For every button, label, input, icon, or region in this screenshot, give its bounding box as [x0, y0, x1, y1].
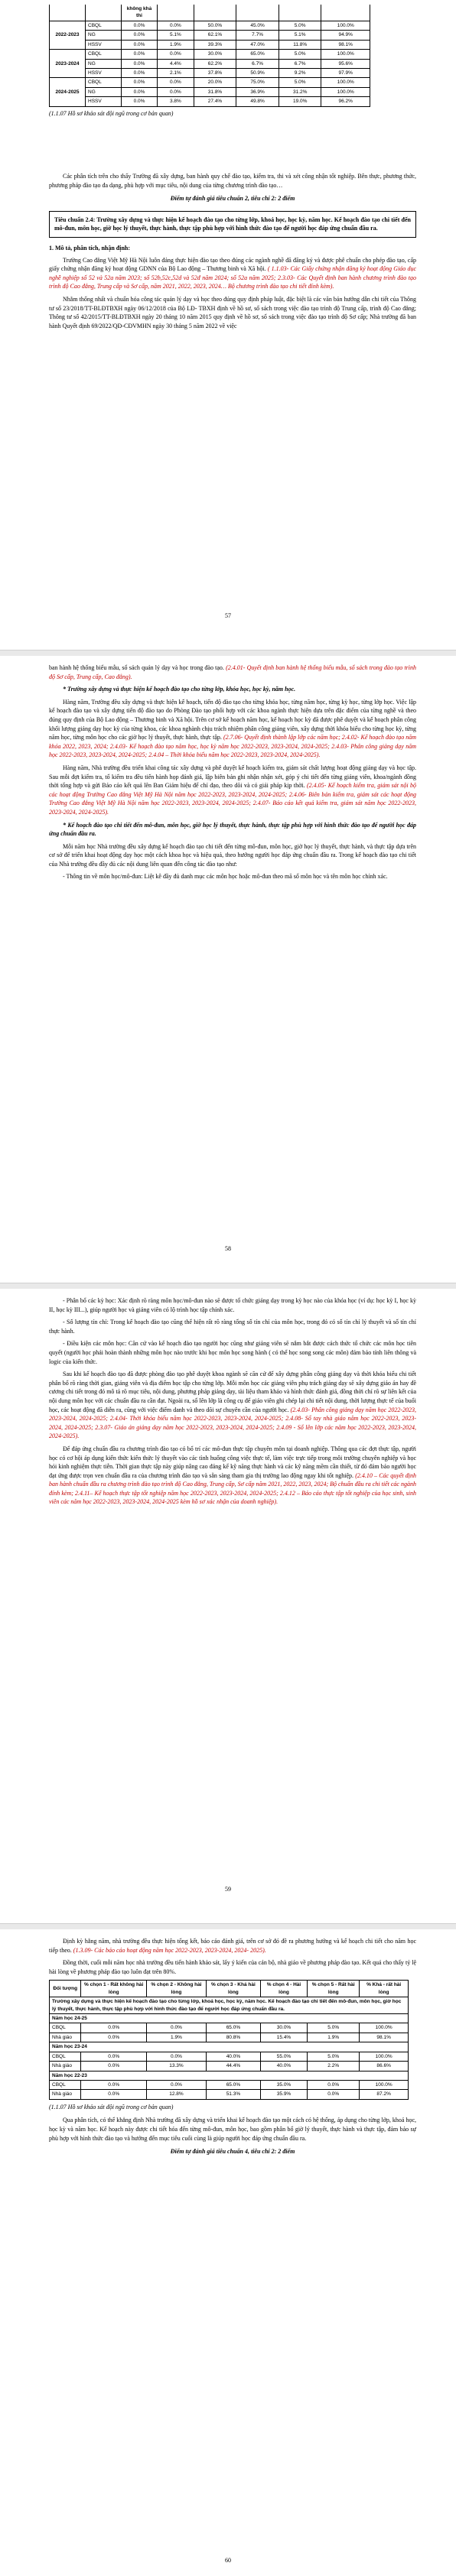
- p57-para2: Trường Cao đẳng Việt Mỹ Hà Nội luôn đảng thực hiện đào tạo theo đúng các ngành nghề đã đăng ký và được phê chuẩn cho phép đào tạo, cấp giấy chứng nhận đăng ký hoạt động GDNN của Bộ Lao động – Thương binh và Xã hội. ( 1.1.03- Các Giấy chứng nhận đăng ký hoạt động Giáo dục nghề nghiệp số 52 và 52a năm 2023; số 52b,52c,52d và 52đ năm 2024; số 52a năm 2025; 2.3.03- Các Quyết định ban hành chương trình đào tạo trình độ Cao đẳng, Trung cấp và Sơ cấp, năm 2021, 2022, 2023, 2024… Bộ chương trình đào tạo chi tiết đính kèm).: [49, 256, 417, 290]
- page-58: [0, 656, 456, 1283]
- value-cell: 7.7%: [236, 31, 279, 40]
- value-cell: 55.0%: [260, 2052, 307, 2061]
- p58-para4: Mỗi năm học Nhà trường đều xây dựng kế hoạch đào tạo chi tiết đến từng mô-đun, môn học, giờ học lý thuyết, thực hành, và thực tập dựa trên cơ sở để triển khai hoạt động dạy học một cách khoa học và hiệu quả, theo hướng người học đáp ứng chuẩn đầu ra. Trong kế hoạch đào tạo chi tiết của Nhà trường đều đầy đủ các nội dung liên quan đến công tác đào tạo như:: [49, 842, 416, 868]
- value-cell: 5.1%: [278, 31, 321, 40]
- value-cell: 0.0%: [122, 59, 158, 68]
- value-cell: 0.0%: [146, 2081, 206, 2090]
- table-row: [50, 2081, 409, 2090]
- respondent-cell: NG: [86, 31, 122, 40]
- value-cell: 20.0%: [194, 78, 236, 87]
- p60-caption: (1.1.07 Hồ sơ khảo sát đội ngũ trong cơ bản quan): [49, 2103, 174, 2110]
- survey-table-top: [49, 5, 370, 107]
- year-cell: 2022-2023: [50, 21, 86, 49]
- table-row: [50, 68, 370, 77]
- p60-para3: Qua phân tích, có thể khẳng định Nhà trường đã xây dựng và triển khai kế hoạch đào tạo một cách có hệ thống, áp dụng cho từng lớp, khoá học, học kỳ và năm học. Kế hoạch này được chi tiết hóa đến từng mô-đun, môn học, bao gồm phân bổ giờ lý thuyết, thực hành và thực tập, đảm bảo sự phù hợp với hình thức đào tạo và hướng đến mục tiêu cuối cùng là giúp người học đáp ứng chuẩn đầu ra.: [49, 2117, 416, 2142]
- value-cell: 0.0%: [308, 2081, 360, 2090]
- value-cell: 100.0%: [321, 87, 370, 96]
- value-cell: 30.0%: [194, 50, 236, 59]
- respondent-cell: CBQL: [50, 2052, 81, 2061]
- value-cell: 40.0%: [206, 2052, 260, 2061]
- table-header-cell: Đối tượng: [50, 1981, 81, 1997]
- table-row: [50, 31, 370, 40]
- year-label: Năm học 24-25: [50, 2014, 409, 2023]
- value-cell: 95.6%: [321, 59, 370, 68]
- value-cell: 80.8%: [206, 2033, 260, 2042]
- value-cell: 35.0%: [260, 2081, 307, 2090]
- value-cell: 0.0%: [122, 68, 158, 77]
- value-cell: 50.9%: [236, 68, 279, 77]
- p57-para3: Nhằm thống nhất và chuẩn hóa công tác quản lý dạy và học theo đúng quy định pháp luật, đặc biệt là các văn bản hướng dẫn chi tiết của Thông tư số 23/2018/TT-BLĐTBXH ngày 06/12/2018 của Bộ LĐ- TBXH định về hồ sơ, sổ sách trong việc đào tạo trình độ Trung cấp, trình độ Cao đẳng; Thông tư số 42/2015/TT-BLĐTBXH ngày 20 tháng 10 năm 2015 quy định về hồ sơ, sổ sách trong việc đào tạo trình độ Sơ cấp; Nhà trường đã ban hành Quyết định 69/2022/QĐ-CĐVMHN ngày 30 tháng 5 năm 2022 về việc: [49, 295, 416, 329]
- year-cell: 2024-2025: [50, 78, 86, 106]
- respondent-cell: Nhà giáo: [50, 2090, 81, 2099]
- table-row: [50, 2062, 409, 2071]
- respondent-cell: CBQL: [86, 21, 122, 30]
- value-cell: 0.0%: [158, 50, 194, 59]
- p58-bullet1: * Trường xây dựng và thực hiện kế hoạch đào tạo cho từng lớp, khóa học, học kỳ, năm học.: [63, 686, 296, 693]
- value-cell: 0.0%: [122, 50, 158, 59]
- value-cell: 65.0%: [206, 2081, 260, 2090]
- respondent-cell: HSSV: [86, 97, 122, 106]
- value-cell: 9.2%: [278, 68, 321, 77]
- p59-para5: Để đáp ứng chuẩn đầu ra chương trình đào tạo có bổ trí các mô-đun thực tập chuyên môn tại doanh nghiệp. Thông qua các đợt thực tập, người học có cơ hội áp dụng kiến thức kiến thức lý thuyết vào các tình huống công việc thực tế, làm việc trực tiếp trong môi trường chuyên nghiệp và học hỏi kinh nghiệm thực tiễn. Thời gian thực tập này giúp nâng cao đáng kể kỹ năng thực hành và các kỹ năng mềm cần thiết, từ đó đảm bảo người học đạt ứng được trọn ven chuẩn đầu ra của chương trình đào tạo và sẵn sàng tham gia thị trường lao động ngay khi tốt nghiệp. (2.4.10 – Các quyết định ban hành chuẩn đầu ra chương trình đào tạo trình độ Cao đẳng, Trung cấp, Sơ cấp năm 2021, 2022, 2023, 2024; Bộ chuẩn đầu ra chi tiết các ngành đính kèm; 2.4.11– Kế hoạch thực tập tốt nghiệp năm học 2022-2023, 2023-2024, 2024-2025; 2.4.12 – Báo cáo thực tập tốt nghiệp của học sinh, sinh viên các năm học 2022-2023, 2023-2024, 2024-2025 kèm hồ sơ xác nhận của doanh nghiệp).: [49, 1445, 417, 1506]
- value-cell: 27.4%: [194, 97, 236, 106]
- page-number-60: 60: [225, 2557, 231, 2564]
- top-table-caption: (1.1.07 Hồ sơ khảo sát đội ngũ trong cơ bản quan): [49, 109, 174, 117]
- value-cell: 0.0%: [81, 2033, 147, 2042]
- value-cell: 11.8%: [278, 40, 321, 49]
- page-number-58: 58: [225, 1245, 231, 1252]
- value-cell: 75.0%: [236, 78, 279, 87]
- value-cell: 0.0%: [81, 2052, 147, 2061]
- value-cell: 1.9%: [308, 2033, 360, 2042]
- value-cell: 98.1%: [321, 40, 370, 49]
- page-57: [0, 172, 456, 650]
- value-cell: 5.0%: [308, 2023, 360, 2033]
- respondent-cell: NG: [86, 87, 122, 96]
- satisfaction-table-header: [50, 1981, 409, 1997]
- table-row: [50, 2090, 409, 2099]
- p58-bullet2: * Kế hoạch đào tạo chi tiết đến mô-đun, môn học, giờ học lý thuyết, thực hành, thực tập phù hợp với hình thức đào tạo để người học đáp ứng chuẩn đầu ra.: [49, 821, 416, 838]
- table-row: [50, 50, 370, 59]
- p60-rating: Điểm tự đánh giá tiêu chuẩn 4, tiêu chí 2: 2 điểm: [170, 2148, 295, 2156]
- value-cell: 12.8%: [146, 2090, 206, 2099]
- value-cell: 49.8%: [236, 97, 279, 106]
- value-cell: 51.3%: [206, 2090, 260, 2099]
- table-row: [50, 78, 370, 87]
- value-cell: 0.0%: [81, 2062, 147, 2071]
- year-row: [50, 2071, 409, 2080]
- value-cell: 39.3%: [194, 40, 236, 49]
- table-header-cell: % chọn 5 - Rất hài lòng: [308, 1981, 360, 1997]
- value-cell: 5.0%: [308, 2052, 360, 2061]
- p58-para1: ban hành hệ thống biểu mẫu, sổ sách quản lý dạy và học trong đào tạo. (2.4.01- Quyết định ban hành hệ thống biểu mẫu, sổ sách trong đào tạo trình độ Sơ cấp, Trung cấp, Cao đẳng).: [49, 664, 417, 680]
- value-cell: 0.0%: [122, 21, 158, 30]
- year-label: Năm học 23-24: [50, 2042, 409, 2052]
- value-cell: 96.2%: [321, 97, 370, 106]
- satisfaction-table-title: Trường xây dựng và thực hiện kế hoạch đào tạo cho từng lớp, khoá học, học kỳ, năm học. Kế hoạch đào tạo chi tiết đến mô-đun, môn học, giờ học lý thuyết, thực hành, thực tập phù hợp với hình thức đào tạo để người học đáp ứng chuẩn đầu ra.: [50, 1997, 409, 2014]
- table-header-cell: % chọn 2 - Không hài lòng: [146, 1981, 206, 1997]
- value-cell: 100.0%: [360, 2052, 409, 2061]
- table-row: [50, 2033, 409, 2042]
- value-cell: 1.9%: [158, 40, 194, 49]
- page-60: [0, 1929, 456, 2576]
- value-cell: 36.9%: [236, 87, 279, 96]
- value-cell: 5.0%: [278, 78, 321, 87]
- respondent-cell: HSSV: [86, 40, 122, 49]
- p57-rating: Điểm tự đánh giá tiêu chuẩn 2, tiêu chí 2: 2 điểm: [170, 195, 295, 203]
- value-cell: 62.2%: [194, 59, 236, 68]
- table-row: [50, 2023, 409, 2033]
- value-cell: 100.0%: [360, 2023, 409, 2033]
- satisfaction-table-body: [50, 1997, 409, 2100]
- value-cell: 0.0%: [158, 78, 194, 87]
- value-cell: 100.0%: [321, 21, 370, 30]
- value-cell: 0.0%: [122, 31, 158, 40]
- year-cell: 2023-2024: [50, 50, 86, 78]
- value-cell: 35.9%: [260, 2090, 307, 2099]
- value-cell: 5.0%: [278, 50, 321, 59]
- p57-para1: Các phân tích trên cho thấy Trường đã xây dựng, ban hành quy chế đào tạo, kiểm tra, thi và xét công nhận tốt nghiệp. Bên thực, phương thức, phương pháp đào tạo đa dạng, phù hợp với mục tiêu, nội dung của từng chương trình đào tạo…: [49, 173, 416, 189]
- page-59: [0, 1289, 456, 1923]
- value-cell: 87.2%: [360, 2090, 409, 2099]
- respondent-cell: HSSV: [86, 68, 122, 77]
- top-table-body: [50, 21, 370, 106]
- p59-para1: - Phân bổ các kỳ học: Xác định rõ ràng môn học/mô-đun nào sẽ được tổ chức giảng dạy trong kỳ học nào của khóa học (ví dụ: học kỳ I, học kỳ II, học kỳ III...), giúp người học và giảng viên có lộ trình học tập chính xác.: [49, 1297, 416, 1313]
- value-cell: 0.0%: [81, 2081, 147, 2090]
- value-cell: 0.0%: [81, 2090, 147, 2099]
- year-label: Năm học 22-23: [50, 2071, 409, 2080]
- table-header-cell: % chọn 4 - Hài lòng: [260, 1981, 307, 1997]
- p59-para2: - Số lượng tín chỉ: Trong kế hoạch đào tạo cũng thể hiện rất rõ ràng tổng số tín chỉ của môn học, trong đó có số tín chỉ lý thuyết và số tín chỉ thực hành.: [49, 1319, 416, 1335]
- respondent-cell: CBQL: [86, 78, 122, 87]
- value-cell: 15.4%: [260, 2033, 307, 2042]
- value-cell: 86.6%: [360, 2062, 409, 2071]
- value-cell: 65.0%: [206, 2023, 260, 2033]
- value-cell: 5.1%: [158, 31, 194, 40]
- value-cell: 0.0%: [146, 2052, 206, 2061]
- respondent-cell: CBQL: [50, 2081, 81, 2090]
- table-header-cell: % Khá - rất hài lòng: [360, 1981, 409, 1997]
- value-cell: 2.2%: [308, 2062, 360, 2071]
- p60-para2: Đồng thời, cuối mỗi năm học nhà trường đều tiến hành khảo sát, lấy ý kiến của cán bộ, nhà giáo về phương pháp đào tạo. Kết quả cho thấy tỷ lệ hài lòng về phương pháp đào tạo luôn đạt trên 80%.: [49, 1959, 416, 1975]
- respondent-cell: NG: [86, 59, 122, 68]
- value-cell: 100.0%: [321, 78, 370, 87]
- table-row: [50, 97, 370, 106]
- page-number-57: 57: [225, 612, 231, 619]
- respondent-cell: CBQL: [86, 50, 122, 59]
- year-row: [50, 2014, 409, 2023]
- value-cell: 31.2%: [278, 87, 321, 96]
- p60-para1: Định kỳ hằng năm, nhà trường đều thực hiện tổng kết, báo cáo đánh giá, trên cơ sở đó đề ra phương hướng và kế hoạch chi tiết cho năm học tiếp theo. (1.3.09- Các báo cáo hoạt động năm học 2022-2023, 2023-2024, 2024- 2025).: [49, 1938, 416, 1954]
- value-cell: 5.0%: [278, 21, 321, 30]
- value-cell: 100.0%: [321, 50, 370, 59]
- table-header-cell: % chọn 1 - Rất không hài lòng: [81, 1981, 147, 1997]
- value-cell: 13.3%: [146, 2062, 206, 2071]
- criteria-2-4: Tiêu chuẩn 2.4: Trường xây dựng và thực hiện kế hoạch đào tạo cho từng lớp, khoá học, học kỳ, năm học. Kế hoạch đào tạo chi tiết đến mô-đun, môn học, giờ học lý thuyết, thực hành, thực tập phù hợp với hình thức đào tạo để người học đáp ứng chuẩn đầu ra.: [49, 211, 416, 238]
- value-cell: 50.0%: [194, 21, 236, 30]
- value-cell: 0.0%: [308, 2090, 360, 2099]
- value-cell: 0.0%: [158, 21, 194, 30]
- value-cell: 47.0%: [236, 40, 279, 49]
- p58-para5: - Thông tin về môn học/mô-đun: Liệt kê đầy đủ danh mục các môn học hoặc mô-đun theo mã số môn học và tên môn học chính xác.: [63, 873, 388, 881]
- respondent-cell: Nhà giáo: [50, 2062, 81, 2071]
- page-56-tail: [0, 0, 456, 172]
- value-cell: 2.1%: [158, 68, 194, 77]
- value-cell: 100.0%: [360, 2081, 409, 2090]
- respondent-cell: Nhà giáo: [50, 2033, 81, 2042]
- value-cell: 19.0%: [278, 97, 321, 106]
- value-cell: 1.9%: [146, 2033, 206, 2042]
- value-cell: 40.0%: [260, 2062, 307, 2071]
- value-cell: 37.8%: [194, 68, 236, 77]
- table-header-cell: % chọn 3 - Khá hài lòng: [206, 1981, 260, 1997]
- p58-para3: Hàng năm, Nhà trường đều triển khai công tác xây dựng và phê duyệt kế hoạch kiểm tra, giám sát chất lượng hoạt động giảng dạy và học tập. Sau mỗi đợt kiểm tra, tổ kiểm tra đều tiến hành họp đánh giá, lập biên bản ghi nhận nhận xét, góp ý chi tiết đến từng giảng viên, khoa/ngành đồng thời tổng hợp và gửi Báo cáo kết quả lên Ban Giám hiệu để chỉ đạo, theo dõi và có giải pháp kịp thời. (2.4.05- Kế hoạch kiểm tra, giám sát nội bộ các hoạt động Trường Cao đẳng Việt Mỹ Hà Nội năm học 2022-2023, 2023-2024, 2024-2025; 2.4.06- Biên bản kiểm tra, giám sát các hoạt động Trường Cao đẳng Việt Mỹ Hà Nội năm học 2022-2023, 2023-2024, 2024-2025; 2.4.07- Báo cáo kết quả kiểm tra, giám sát năm học 2022-2023, 2023-2024, 2024-2025).: [49, 764, 417, 816]
- value-cell: 30.0%: [260, 2023, 307, 2033]
- value-cell: 62.1%: [194, 31, 236, 40]
- value-cell: 65.0%: [236, 50, 279, 59]
- value-cell: 4.4%: [158, 59, 194, 68]
- value-cell: 0.0%: [122, 97, 158, 106]
- table-row: [50, 40, 370, 49]
- value-cell: 44.4%: [206, 2062, 260, 2071]
- table-header-partial: không khả thi: [122, 5, 158, 21]
- value-cell: 0.0%: [146, 2023, 206, 2033]
- value-cell: 97.9%: [321, 68, 370, 77]
- value-cell: 45.0%: [236, 21, 279, 30]
- p59-para4: Sau khi kế hoạch đào tạo đã được phòng đào tạo phê duyệt khoa ngành sẽ căn cứ để xây dựng phân công giảng dạy và thời khóa biểu chi tiết phân bổ rõ ràng thời gian, giảng viên và địa điểm học tập cho từng lớp. Mỗi môn học các giảng viên phụ trách giảng dạy sẽ xây dựng giáo án hay đề cương chi tiết trong đó mô tả rõ mục tiêu, nội dung, phương pháp giảng dạy, tài liệu tham khảo và hình thức đánh giá, đồng thời chỉ rõ sự liên kết của nội dung môn học với các chuẩn đầu ra cần đạt. Ngoài ra, sổ lên lớp là công cụ để giáo viên ghi chép lại chi tiết nội dung, thời lượng thực tế của buổi học, các hoạt động đã diễn ra, cũng với việc điểm danh và theo dõi sự chuyên cần của người học. (2.4.03- Phân công giảng dạy năm học 2022-2023, 2023-2024, 2024-2025; 2.4.04- Thời khóa biểu năm học 2022-2023, 2023-2024, 2024-2025; 2.4.08- Sổ tay nhà giáo năm học 2022-2023, 2023-2024, 2024-2025; 2.3.07- Giáo án giảng dạy năm học 2022-2023, 2023-2024, 2024-2025; 2.4.09 - Sổ lên lớp các năm học 2022-2023, 2023-2024, 2024-2025).: [49, 1371, 417, 1440]
- value-cell: 0.0%: [81, 2023, 147, 2033]
- value-cell: 31.8%: [194, 87, 236, 96]
- value-cell: 6.7%: [236, 59, 279, 68]
- value-cell: 94.9%: [321, 31, 370, 40]
- value-cell: 0.0%: [122, 78, 158, 87]
- p57-section: 1. Mô tả, phân tích, nhận định:: [49, 244, 131, 251]
- value-cell: 0.0%: [122, 87, 158, 96]
- satisfaction-table: [49, 1980, 409, 2099]
- p58-para2: Hàng năm, Trường đều xây dựng và thực hiện kế hoạch, tiến độ đào tạo cho từng khóa học, từng năm học, từng kỳ học, từng lớp học. Việc lập kế hoạch đào tạo và xây dựng tiến độ đào tạo do Phòng Đào tạo phối hợp với các khoa ngành thực hiện dựa trên đặc điểm của từng nghề và theo đúng quy định của Bộ Lao động – Thương binh và Xã hội. Trên cơ sở kế hoạch năm học, kế hoạch học kỳ đã được phê duyệt và kế hoạch phân công khối lượng giảng dạy học kỳ của từng khoa, các khoa nghành chịu trách nhiệm phân công giảng viên, xây dựng thời khóa biểu cho từng học kỳ, từng năm học, từng môn học cho các giờ học lý thuyết, thực hành, thực tập. (2.7.06- Quyết định thành lập lớp các năm học; 2.4.02- Kế hoạch đào tạo năm khóa 2022, 2023, 2024; 2.4.03- Kế hoạch đào tạo năm học, học kỳ năm học 2022-2023, 2023-2024, 2024-2025; 2.4.03- Phân công giảng dạy năm học 2022-2023, 2023-2024, 2024-2025; 2.4.04 – Thời khóa biểu năm học 2022-2023, 2023-2024, 2024-2025).: [49, 698, 417, 759]
- value-cell: 3.8%: [158, 97, 194, 106]
- year-row: [50, 2042, 409, 2052]
- p59-para3: - Điều kiện các môn học: Căn cứ vào kế hoạch đào tạo người học cũng như giảng viên sẽ nắm bắt được cách thức tổ chức các môn học tiên quyết (người học phải hoàn thành những môn học nào trước khi học môn học song hành ( có thể học song song các môn) đảm bảo tính liên thông và logic của kiến thức.: [49, 1340, 416, 1365]
- table-row: [50, 87, 370, 96]
- respondent-cell: CBQL: [50, 2023, 81, 2033]
- value-cell: 98.1%: [360, 2033, 409, 2042]
- table-row: [50, 59, 370, 68]
- value-cell: 0.0%: [122, 40, 158, 49]
- table-row: [50, 2052, 409, 2061]
- value-cell: 0.0%: [158, 87, 194, 96]
- value-cell: 6.7%: [278, 59, 321, 68]
- page-number-59: 59: [225, 1886, 231, 1893]
- table-row: [50, 21, 370, 30]
